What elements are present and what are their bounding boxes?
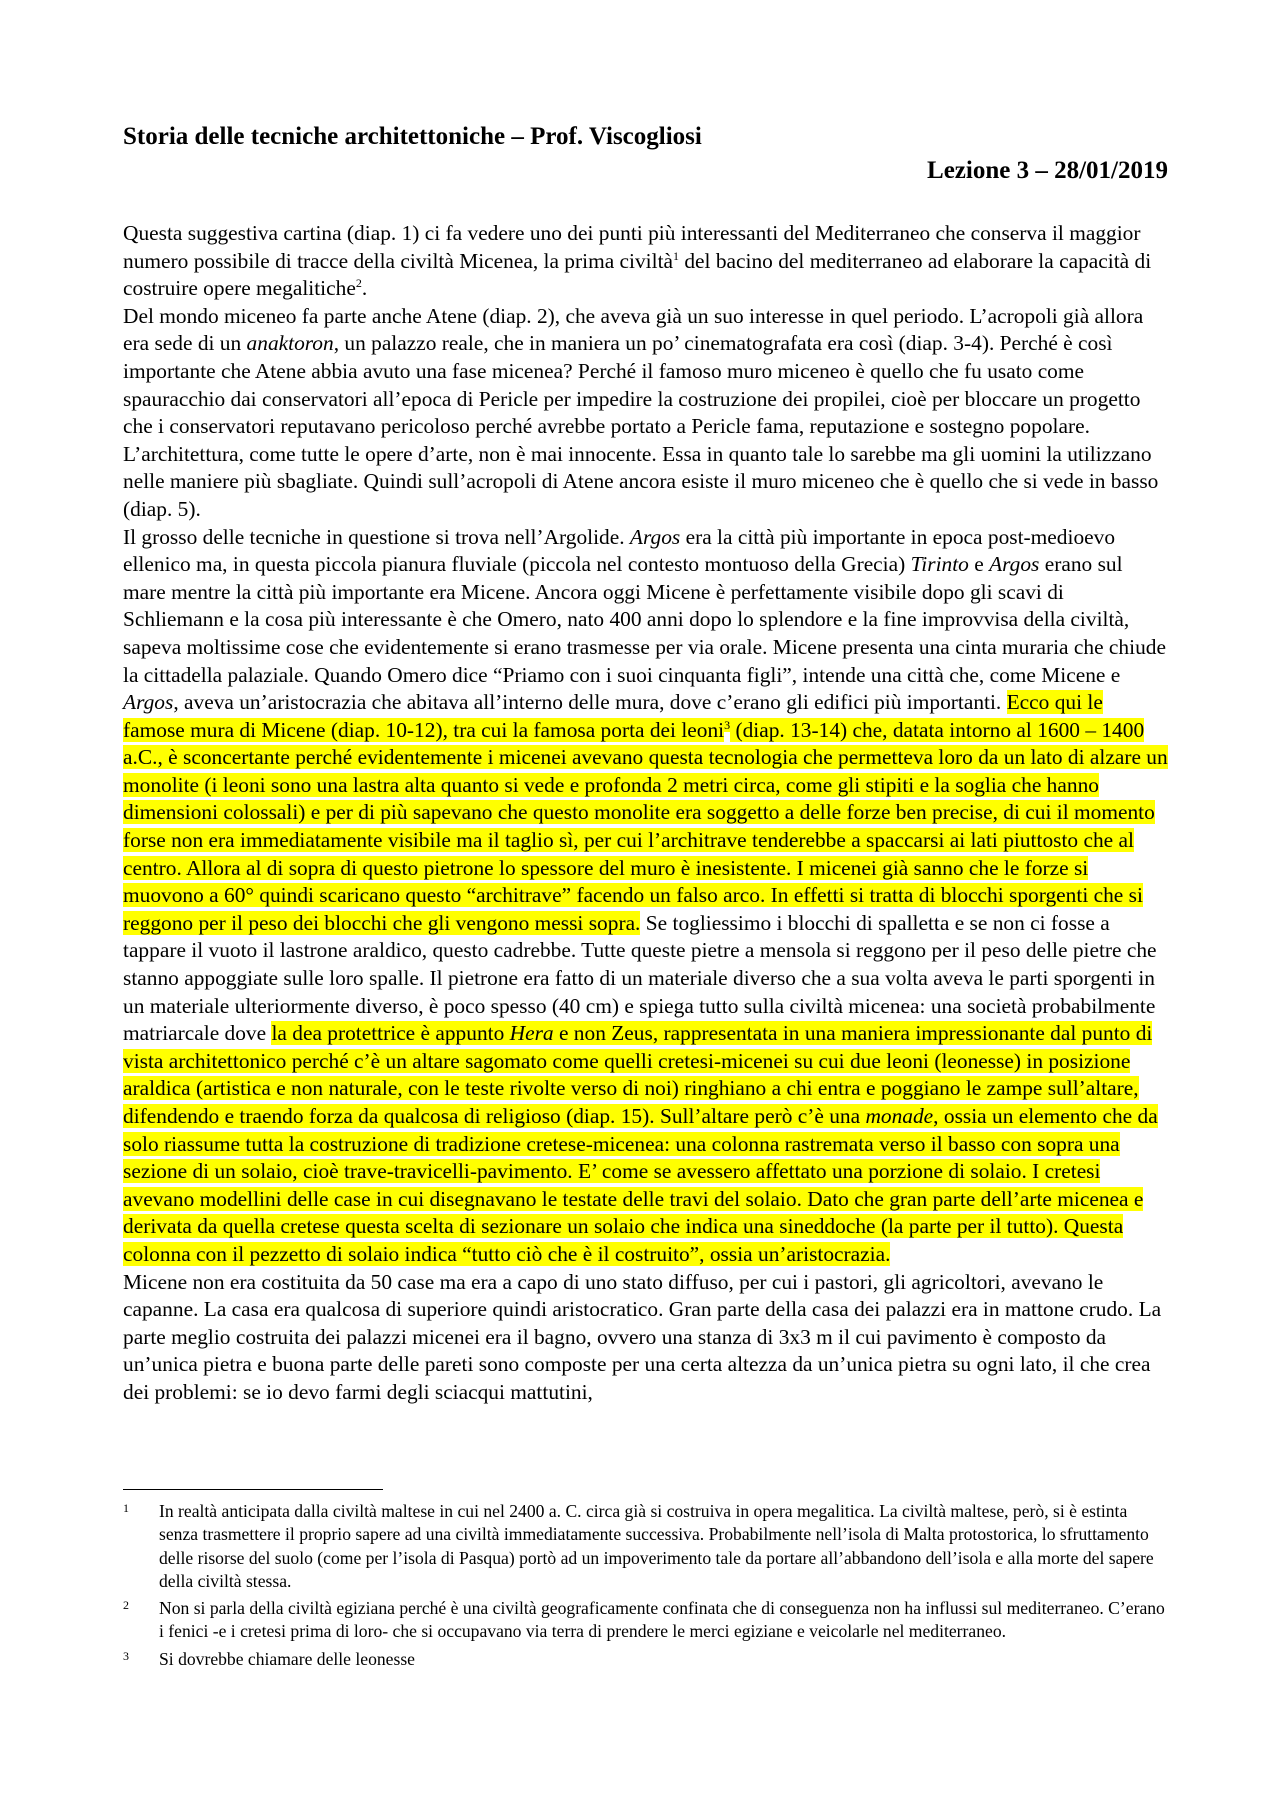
footnote-text: In realtà anticipata dalla civiltà maltese in cui nel 2400 a. C. circa già si costruiva in opera megalitica. La civiltà maltese, però, si è estinta senza trasmettere il proprio sapere ad una civiltà immediatamente successiva. Probabilmente nell’isola di Malta protostorica, lo sfruttamento delle risorse del suolo (come per l’isola di Pasqua) portò ad un impoverimento tale da portare all’abbandono dell’isola e alla morte del sapere della civiltà stessa. xyxy=(159,1501,1154,1591)
footnote-ref-2[interactable]: 2 xyxy=(355,276,362,291)
footnote-1 xyxy=(123,1500,1168,1593)
footnote-3 xyxy=(123,1648,1168,1671)
footnote-number: 1 xyxy=(123,1501,129,1515)
italic-term: Tirinto xyxy=(910,552,969,577)
document-body xyxy=(123,220,1168,1407)
paragraph-2 xyxy=(123,303,1168,524)
document-page xyxy=(123,120,1168,1407)
text-run: Del mondo miceneo fa parte anche Atene (diap. 2), che aveva già un suo interesse in quel periodo. L’acropoli già allora era sede di un xyxy=(123,303,1144,356)
highlighted-italic-term: monade xyxy=(865,1104,934,1128)
highlighted-text: (diap. 13-14) che, datata intorno al 1600 – 1400 a.C., è sconcertante perché evidentemente i micenei avevano questa tecnologia che permetteva loro da un lato di alzare un monolite (i leoni sono una lastra alta quanto si vede e profonda 2 metri circa, come gli stipiti e la soglia che hanno dimensioni colossali) e per di più sapevano che questo monolite era soggetto a delle forze ben precise, di cui il momento forse non era immediatamente visibile ma il taglio sì, per cui l’architrave tenderebbe a spaccarsi ai lati piuttosto che al centro. Allora al di sopra di questo pietrone lo spessore del muro è inesistente. I micenei già sanno che le forze si muovono a 60° quindi scaricano questo “architrave” facendo un falso arco. In effetti si tratta di blocchi sporgenti che si reggono per il peso dei blocchi che gli vengono messi sopra. xyxy=(123,717,1168,935)
text-run: del bacino del mediterraneo ad elaborare la capacità di costruire opere megalitiche xyxy=(123,248,1152,301)
text-run: , aveva un’aristocrazia che abitava all’interno delle mura, dove c’erano gli edifici più importanti. xyxy=(173,690,1007,715)
highlighted-italic-term: Hera xyxy=(509,1021,554,1046)
highlighted-text: , ossia un elemento che da solo riassume tutta la costruzione di tradizione cretese-micenea: una colonna rastremata verso il basso con sopra una sezione di un solaio, cioè trave-travicelli-pavimento. E’ come se avessero affettato una porzione di solaio. I cretesi avevano modellini delle case in cui disegnavano le testate delle travi del solaio. Dato che gran parte dell’arte micenea e derivata da quella cretese questa scelta di sezionare un solaio che indica una sineddoche (la parte per il tutto). Questa colonna con il pezzetto di solaio indica “tutto ciò che è il costruito”, ossia un’aristocrazia. xyxy=(123,1104,1158,1266)
text-run: Se togliessimo i blocchi di spalletta e se non ci fosse a tappare il vuoto il lastrone araldico, questo cadrebbe. Tutte queste pietre a mensola si reggono per il peso delle pietre che stanno appoggiate sulle loro spalle. Il pietrone era fatto di un materiale diverso che a sua volta aveva le parti sporgenti in un materiale ulteriormente diverso, è poco spesso (40 cm) e spiega tutto sulla civiltà micenea: una società probabilmente matriarcale dove xyxy=(123,910,1157,1046)
italic-term: anaktoron xyxy=(246,331,334,356)
text-run: Questa suggestiva cartina (diap. 1) ci fa vedere uno dei punti più interessanti del Mediterraneo che conserva il maggior numero possibile di tracce della civiltà Micenea, la prima civiltà xyxy=(123,221,1141,273)
text-run: erano sul mare mentre la città più importante era Micene. Ancora oggi Micene è perfettamente visibile dopo gli scavi di Schliemann e la cosa più interessante è che Omero, nato 400 anni dopo lo splendore e la fine improvvisa della civiltà, sapeva moltissime cose che evidentemente si erano trasmesse per via orale. Micene presenta una cinta muraria che chiude la cittadella palaziale. Quando Omero dice “Priamo con i suoi cinquanta figli”, intende una città che, come Micene e xyxy=(123,552,1166,687)
highlighted-text: e non Zeus, rappresentata in una maniera impressionante dal punto di vista architettonico perché c’è un altare sagomato come quelli cretesi-micenei su cui due leoni (leonesse) in posizione araldica (artistica e non naturale, con le teste rivolte verso di noi) ringhiano a chi entra e poggiano le zampe sull’altare, difendendo e traendo forza da qualcosa di religioso (diap. 15). Sull’altare però c’è una xyxy=(123,1021,1153,1128)
text-run: , un palazzo reale, che in maniera un po’ cinematografata era così (diap. 3-4). Perché è così importante che Atene abbia avuto una fase micenea? Perché il famoso muro miceneo è quello che fu usato come spauracchio dai conservatori all’epoca di Pericle per impedire la costruzione dei propilei, cioè per bloccare un progetto che i conservatori reputavano pericoloso perché avrebbe portato a Pericle fama, reputazione e sostegno popolare. L’architettura, come tutte le opere d’arte, non è mai innocente. Essa in quanto tale lo sarebbe ma gli uomini la utilizzano nelle maniere più sbagliate. Quindi sull’acropoli di Atene ancora esiste il muro miceneo che è quello che si vede in basso (diap. 5). xyxy=(123,331,1159,521)
footnote-ref-3[interactable]: 3 xyxy=(724,717,731,732)
text-run: e xyxy=(968,552,990,577)
paragraph-1 xyxy=(123,220,1168,303)
footnote-number: 3 xyxy=(123,1648,129,1663)
text-run: Il grosso delle tecniche in questione si trova nell’Argolide. xyxy=(123,524,630,549)
footnote-2 xyxy=(123,1597,1168,1644)
paragraph-4: Micene non era costituita da 50 case ma era a capo di uno stato diffuso, per cui i pastori, gli agricoltori, avevano le capanne. La casa era qualcosa di superiore quindi aristocratico. Gran parte della casa dei palazzi era in mattone crudo. La parte meglio costruita dei palazzi micenei era il bagno, ovvero una stanza di 3x3 m il cui pavimento è composto da un’unica pietra e buona parte delle pareti sono composte per una certa altezza da un’unica pietra su ogni lato, il che crea dei problemi: se io devo farmi degli sciacqui mattutini, xyxy=(123,1269,1162,1404)
footnote-text: Si dovrebbe chiamare delle leonesse xyxy=(159,1648,415,1669)
highlighted-text: Ecco qui le famose mura di Micene (diap. 10-12), tra cui la famosa porta dei leoni xyxy=(123,690,1103,742)
footnotes xyxy=(123,1500,1168,1675)
paragraph-3 xyxy=(123,524,1168,1269)
highlighted-text: la dea protettrice è appunto xyxy=(271,1021,510,1046)
footnote-separator xyxy=(123,1489,383,1490)
lesson-date: Lezione 3 – 28/01/2019 xyxy=(927,157,1168,184)
footnote-ref-1[interactable]: 1 xyxy=(673,248,680,263)
footnote-text: Non si parla della civiltà egiziana perché è una civiltà geograficamente confinata che di conseguenza non ha influssi sul mediterraneo. C’erano i fenici -e i cretesi prima di loro- che si occupavano via terra di prendere le merci egiziane e veicolarle nel mediterraneo. xyxy=(159,1598,1165,1642)
document-title: Storia delle tecniche architettoniche – Prof. Viscogliosi xyxy=(123,123,702,150)
italic-term: Argos xyxy=(629,524,681,549)
text-run: . xyxy=(361,276,368,301)
text-run: era la città più importante in epoca post-medioevo ellenico ma, in questa piccola pianura fluviale (piccola nel contesto montuoso della Grecia) xyxy=(123,524,1116,577)
italic-term: Argos xyxy=(989,552,1040,577)
footnote-number: 2 xyxy=(123,1598,129,1613)
italic-term: Argos xyxy=(123,690,174,715)
